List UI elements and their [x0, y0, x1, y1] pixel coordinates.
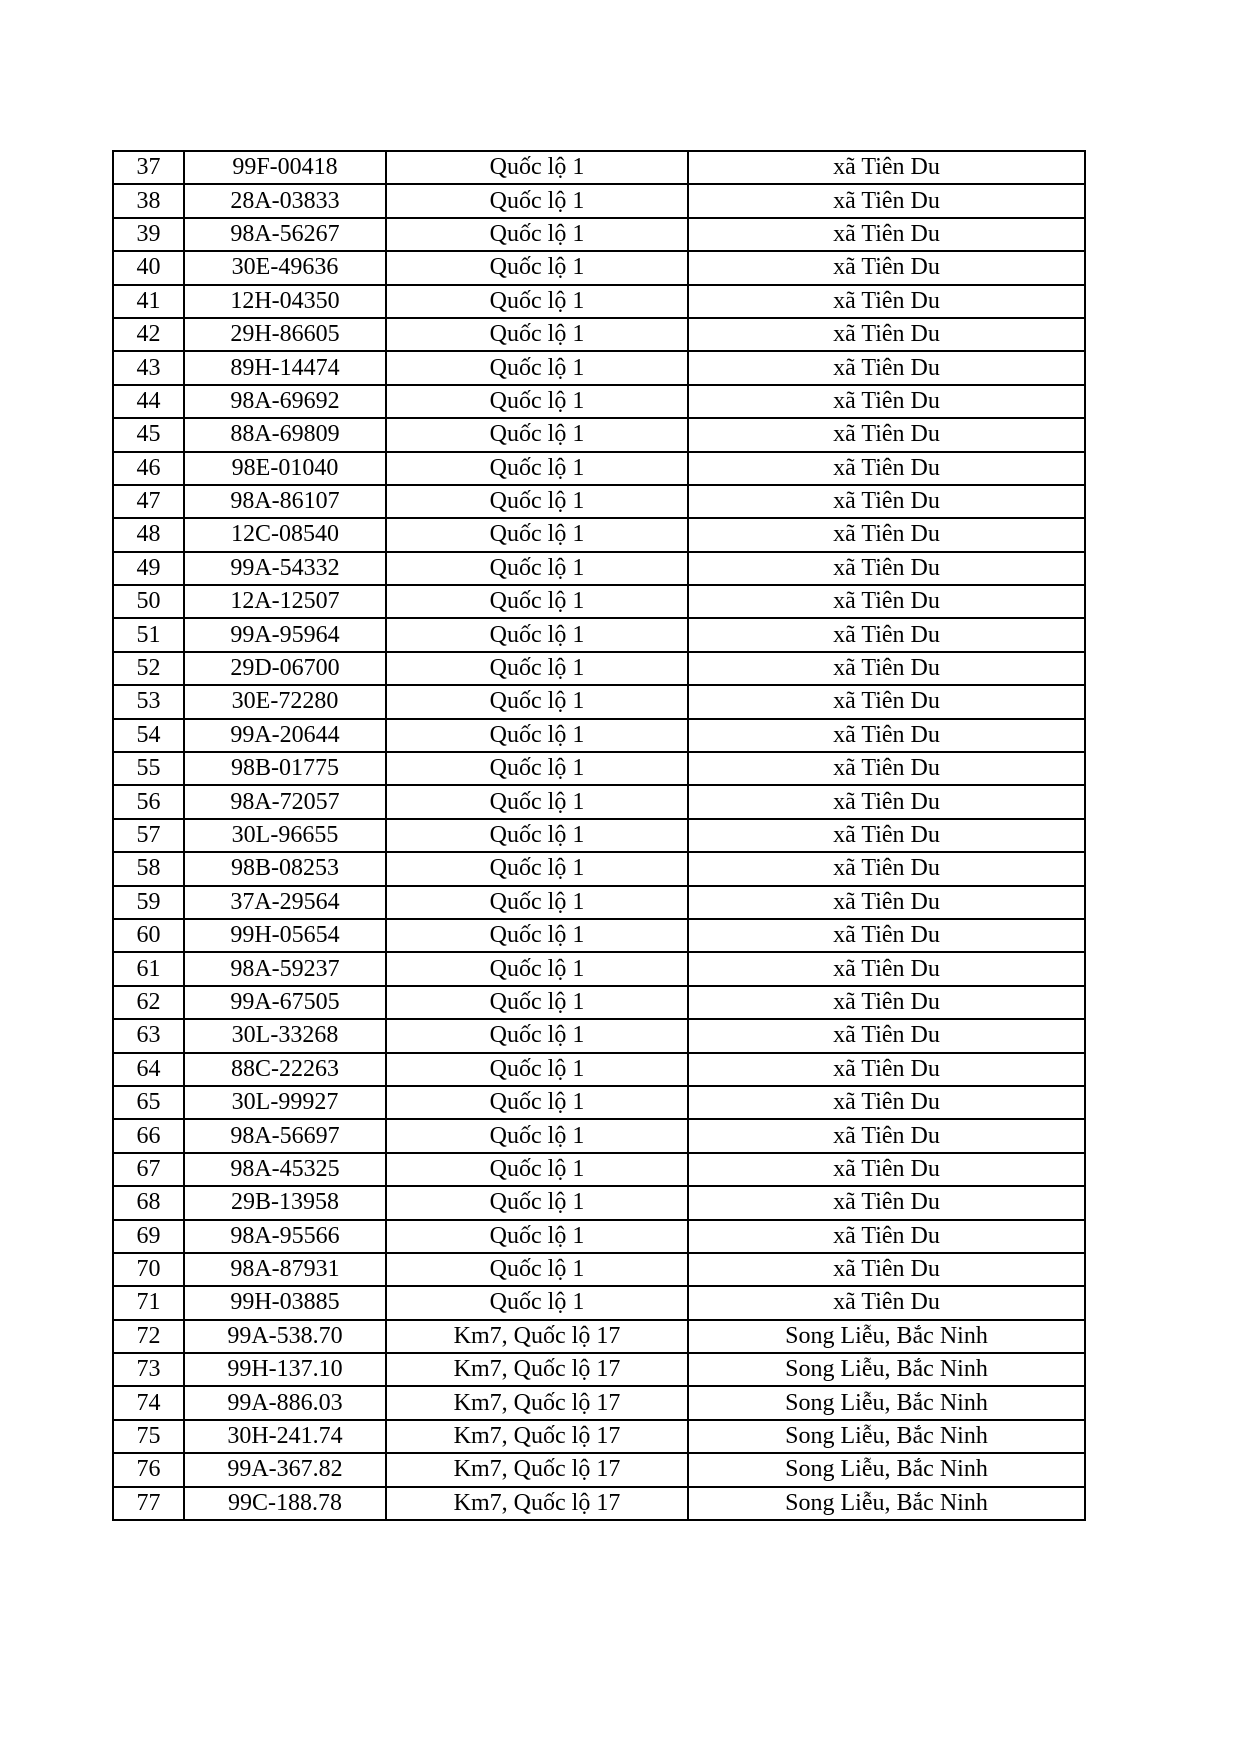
table-row	[113, 1186, 1085, 1219]
road-location-cell: Quốc lộ 1	[386, 518, 688, 551]
commune-cell: xã Tiên Du	[688, 685, 1085, 718]
table-row	[113, 552, 1085, 585]
table-row	[113, 585, 1085, 618]
commune-cell: xã Tiên Du	[688, 1286, 1085, 1319]
row-number-cell: 45	[113, 418, 184, 451]
commune-cell: xã Tiên Du	[688, 251, 1085, 284]
license-plate-cell: 99A-54332	[184, 552, 386, 585]
table-row	[113, 919, 1085, 952]
table-row	[113, 218, 1085, 251]
table-row	[113, 1286, 1085, 1319]
row-number-cell: 65	[113, 1086, 184, 1119]
table-row	[113, 752, 1085, 785]
road-location-cell: Quốc lộ 1	[386, 485, 688, 518]
table-row	[113, 1019, 1085, 1052]
license-plate-cell: 99H-03885	[184, 1286, 386, 1319]
license-plate-cell: 98A-69692	[184, 385, 386, 418]
commune-cell: xã Tiên Du	[688, 1220, 1085, 1253]
commune-cell: xã Tiên Du	[688, 485, 1085, 518]
license-plate-cell: 98A-72057	[184, 785, 386, 818]
license-plate-cell: 99A-95964	[184, 618, 386, 651]
commune-cell: xã Tiên Du	[688, 351, 1085, 384]
table-row	[113, 151, 1085, 184]
commune-cell: Song Liễu, Bắc Ninh	[688, 1453, 1085, 1486]
row-number-cell: 51	[113, 618, 184, 651]
license-plate-cell: 99A-20644	[184, 719, 386, 752]
vehicle-violation-table	[112, 150, 1086, 1521]
road-location-cell: Quốc lộ 1	[386, 685, 688, 718]
commune-cell: xã Tiên Du	[688, 618, 1085, 651]
license-plate-cell: 12A-12507	[184, 585, 386, 618]
road-location-cell: Quốc lộ 1	[386, 452, 688, 485]
table-row	[113, 1053, 1085, 1086]
road-location-cell: Quốc lộ 1	[386, 852, 688, 885]
license-plate-cell: 98A-56697	[184, 1119, 386, 1152]
commune-cell: xã Tiên Du	[688, 552, 1085, 585]
table-row	[113, 518, 1085, 551]
road-location-cell: Quốc lộ 1	[386, 1053, 688, 1086]
row-number-cell: 56	[113, 785, 184, 818]
road-location-cell: Quốc lộ 1	[386, 986, 688, 1019]
table-row	[113, 685, 1085, 718]
row-number-cell: 60	[113, 919, 184, 952]
row-number-cell: 62	[113, 986, 184, 1019]
road-location-cell: Km7, Quốc lộ 17	[386, 1386, 688, 1419]
commune-cell: xã Tiên Du	[688, 1086, 1085, 1119]
road-location-cell: Quốc lộ 1	[386, 886, 688, 919]
road-location-cell: Quốc lộ 1	[386, 785, 688, 818]
road-location-cell: Quốc lộ 1	[386, 552, 688, 585]
license-plate-cell: 37A-29564	[184, 886, 386, 919]
table-row	[113, 1119, 1085, 1152]
table-row	[113, 418, 1085, 451]
row-number-cell: 76	[113, 1453, 184, 1486]
road-location-cell: Quốc lộ 1	[386, 1019, 688, 1052]
row-number-cell: 59	[113, 886, 184, 919]
road-location-cell: Quốc lộ 1	[386, 418, 688, 451]
table-row	[113, 1386, 1085, 1419]
commune-cell: xã Tiên Du	[688, 318, 1085, 351]
road-location-cell: Quốc lộ 1	[386, 819, 688, 852]
license-plate-cell: 99H-137.10	[184, 1353, 386, 1386]
commune-cell: xã Tiên Du	[688, 886, 1085, 919]
commune-cell: xã Tiên Du	[688, 585, 1085, 618]
commune-cell: xã Tiên Du	[688, 919, 1085, 952]
road-location-cell: Quốc lộ 1	[386, 1153, 688, 1186]
table-row	[113, 1153, 1085, 1186]
road-location-cell: Quốc lộ 1	[386, 618, 688, 651]
license-plate-cell: 30L-99927	[184, 1086, 386, 1119]
commune-cell: xã Tiên Du	[688, 1119, 1085, 1152]
license-plate-cell: 98B-08253	[184, 852, 386, 885]
row-number-cell: 70	[113, 1253, 184, 1286]
table-row	[113, 1487, 1085, 1520]
table-row	[113, 385, 1085, 418]
commune-cell: xã Tiên Du	[688, 452, 1085, 485]
license-plate-cell: 98A-56267	[184, 218, 386, 251]
table-row	[113, 184, 1085, 217]
row-number-cell: 54	[113, 719, 184, 752]
license-plate-cell: 30L-33268	[184, 1019, 386, 1052]
commune-cell: xã Tiên Du	[688, 1253, 1085, 1286]
road-location-cell: Km7, Quốc lộ 17	[386, 1487, 688, 1520]
commune-cell: xã Tiên Du	[688, 1053, 1085, 1086]
commune-cell: xã Tiên Du	[688, 1186, 1085, 1219]
row-number-cell: 52	[113, 652, 184, 685]
license-plate-cell: 99A-367.82	[184, 1453, 386, 1486]
commune-cell: Song Liễu, Bắc Ninh	[688, 1487, 1085, 1520]
commune-cell: xã Tiên Du	[688, 285, 1085, 318]
table-row	[113, 618, 1085, 651]
table-row	[113, 485, 1085, 518]
license-plate-cell: 30E-49636	[184, 251, 386, 284]
table-row	[113, 819, 1085, 852]
license-plate-cell: 99F-00418	[184, 151, 386, 184]
table-row	[113, 886, 1085, 919]
license-plate-cell: 98A-86107	[184, 485, 386, 518]
license-plate-cell: 98A-95566	[184, 1220, 386, 1253]
road-location-cell: Km7, Quốc lộ 17	[386, 1420, 688, 1453]
commune-cell: xã Tiên Du	[688, 151, 1085, 184]
license-plate-cell: 98E-01040	[184, 452, 386, 485]
row-number-cell: 66	[113, 1119, 184, 1152]
row-number-cell: 49	[113, 552, 184, 585]
table-row	[113, 251, 1085, 284]
row-number-cell: 67	[113, 1153, 184, 1186]
road-location-cell: Quốc lộ 1	[386, 218, 688, 251]
commune-cell: xã Tiên Du	[688, 1019, 1085, 1052]
commune-cell: xã Tiên Du	[688, 518, 1085, 551]
row-number-cell: 57	[113, 819, 184, 852]
road-location-cell: Quốc lộ 1	[386, 1286, 688, 1319]
road-location-cell: Quốc lộ 1	[386, 251, 688, 284]
road-location-cell: Quốc lộ 1	[386, 952, 688, 985]
license-plate-cell: 30H-241.74	[184, 1420, 386, 1453]
commune-cell: xã Tiên Du	[688, 418, 1085, 451]
table-row	[113, 652, 1085, 685]
road-location-cell: Quốc lộ 1	[386, 1186, 688, 1219]
table-row	[113, 852, 1085, 885]
row-number-cell: 55	[113, 752, 184, 785]
commune-cell: xã Tiên Du	[688, 785, 1085, 818]
row-number-cell: 61	[113, 952, 184, 985]
table-row	[113, 285, 1085, 318]
row-number-cell: 74	[113, 1386, 184, 1419]
road-location-cell: Quốc lộ 1	[386, 151, 688, 184]
table-row	[113, 719, 1085, 752]
row-number-cell: 42	[113, 318, 184, 351]
license-plate-cell: 29B-13958	[184, 1186, 386, 1219]
license-plate-cell: 30E-72280	[184, 685, 386, 718]
road-location-cell: Km7, Quốc lộ 17	[386, 1353, 688, 1386]
road-location-cell: Quốc lộ 1	[386, 318, 688, 351]
license-plate-cell: 99H-05654	[184, 919, 386, 952]
commune-cell: xã Tiên Du	[688, 852, 1085, 885]
commune-cell: xã Tiên Du	[688, 986, 1085, 1019]
row-number-cell: 46	[113, 452, 184, 485]
license-plate-cell: 99A-67505	[184, 986, 386, 1019]
table-row	[113, 1320, 1085, 1353]
commune-cell: xã Tiên Du	[688, 819, 1085, 852]
road-location-cell: Quốc lộ 1	[386, 385, 688, 418]
row-number-cell: 72	[113, 1320, 184, 1353]
commune-cell: xã Tiên Du	[688, 652, 1085, 685]
row-number-cell: 48	[113, 518, 184, 551]
row-number-cell: 75	[113, 1420, 184, 1453]
license-plate-cell: 12C-08540	[184, 518, 386, 551]
row-number-cell: 71	[113, 1286, 184, 1319]
row-number-cell: 40	[113, 251, 184, 284]
license-plate-cell: 30L-96655	[184, 819, 386, 852]
commune-cell: xã Tiên Du	[688, 952, 1085, 985]
road-location-cell: Quốc lộ 1	[386, 652, 688, 685]
license-plate-cell: 29H-86605	[184, 318, 386, 351]
table-row	[113, 1353, 1085, 1386]
table-row	[113, 351, 1085, 384]
row-number-cell: 58	[113, 852, 184, 885]
license-plate-cell: 88A-69809	[184, 418, 386, 451]
road-location-cell: Km7, Quốc lộ 17	[386, 1453, 688, 1486]
commune-cell: xã Tiên Du	[688, 385, 1085, 418]
table-row	[113, 1220, 1085, 1253]
row-number-cell: 73	[113, 1353, 184, 1386]
row-number-cell: 68	[113, 1186, 184, 1219]
table-row	[113, 952, 1085, 985]
row-number-cell: 44	[113, 385, 184, 418]
license-plate-cell: 98A-45325	[184, 1153, 386, 1186]
row-number-cell: 77	[113, 1487, 184, 1520]
row-number-cell: 39	[113, 218, 184, 251]
table-row	[113, 318, 1085, 351]
row-number-cell: 50	[113, 585, 184, 618]
license-plate-cell: 99A-538.70	[184, 1320, 386, 1353]
row-number-cell: 47	[113, 485, 184, 518]
table-row	[113, 1086, 1085, 1119]
road-location-cell: Quốc lộ 1	[386, 184, 688, 217]
road-location-cell: Quốc lộ 1	[386, 1119, 688, 1152]
license-plate-cell: 88C-22263	[184, 1053, 386, 1086]
commune-cell: xã Tiên Du	[688, 752, 1085, 785]
commune-cell: Song Liễu, Bắc Ninh	[688, 1420, 1085, 1453]
commune-cell: Song Liễu, Bắc Ninh	[688, 1386, 1085, 1419]
table-body	[113, 151, 1085, 1520]
road-location-cell: Quốc lộ 1	[386, 1253, 688, 1286]
row-number-cell: 41	[113, 285, 184, 318]
row-number-cell: 53	[113, 685, 184, 718]
commune-cell: xã Tiên Du	[688, 184, 1085, 217]
road-location-cell: Quốc lộ 1	[386, 351, 688, 384]
table-row	[113, 1420, 1085, 1453]
license-plate-cell: 99A-886.03	[184, 1386, 386, 1419]
row-number-cell: 69	[113, 1220, 184, 1253]
commune-cell: xã Tiên Du	[688, 719, 1085, 752]
row-number-cell: 37	[113, 151, 184, 184]
license-plate-cell: 28A-03833	[184, 184, 386, 217]
row-number-cell: 38	[113, 184, 184, 217]
road-location-cell: Quốc lộ 1	[386, 719, 688, 752]
road-location-cell: Km7, Quốc lộ 17	[386, 1320, 688, 1353]
road-location-cell: Quốc lộ 1	[386, 1086, 688, 1119]
road-location-cell: Quốc lộ 1	[386, 285, 688, 318]
table-row	[113, 986, 1085, 1019]
table-row	[113, 1253, 1085, 1286]
license-plate-cell: 98B-01775	[184, 752, 386, 785]
road-location-cell: Quốc lộ 1	[386, 585, 688, 618]
commune-cell: xã Tiên Du	[688, 218, 1085, 251]
road-location-cell: Quốc lộ 1	[386, 1220, 688, 1253]
license-plate-cell: 99C-188.78	[184, 1487, 386, 1520]
table-row	[113, 452, 1085, 485]
license-plate-cell: 29D-06700	[184, 652, 386, 685]
row-number-cell: 63	[113, 1019, 184, 1052]
road-location-cell: Quốc lộ 1	[386, 919, 688, 952]
license-plate-cell: 89H-14474	[184, 351, 386, 384]
table-row	[113, 1453, 1085, 1486]
commune-cell: Song Liễu, Bắc Ninh	[688, 1320, 1085, 1353]
road-location-cell: Quốc lộ 1	[386, 752, 688, 785]
commune-cell: Song Liễu, Bắc Ninh	[688, 1353, 1085, 1386]
license-plate-cell: 98A-87931	[184, 1253, 386, 1286]
row-number-cell: 64	[113, 1053, 184, 1086]
commune-cell: xã Tiên Du	[688, 1153, 1085, 1186]
license-plate-cell: 12H-04350	[184, 285, 386, 318]
row-number-cell: 43	[113, 351, 184, 384]
table-row	[113, 785, 1085, 818]
license-plate-cell: 98A-59237	[184, 952, 386, 985]
